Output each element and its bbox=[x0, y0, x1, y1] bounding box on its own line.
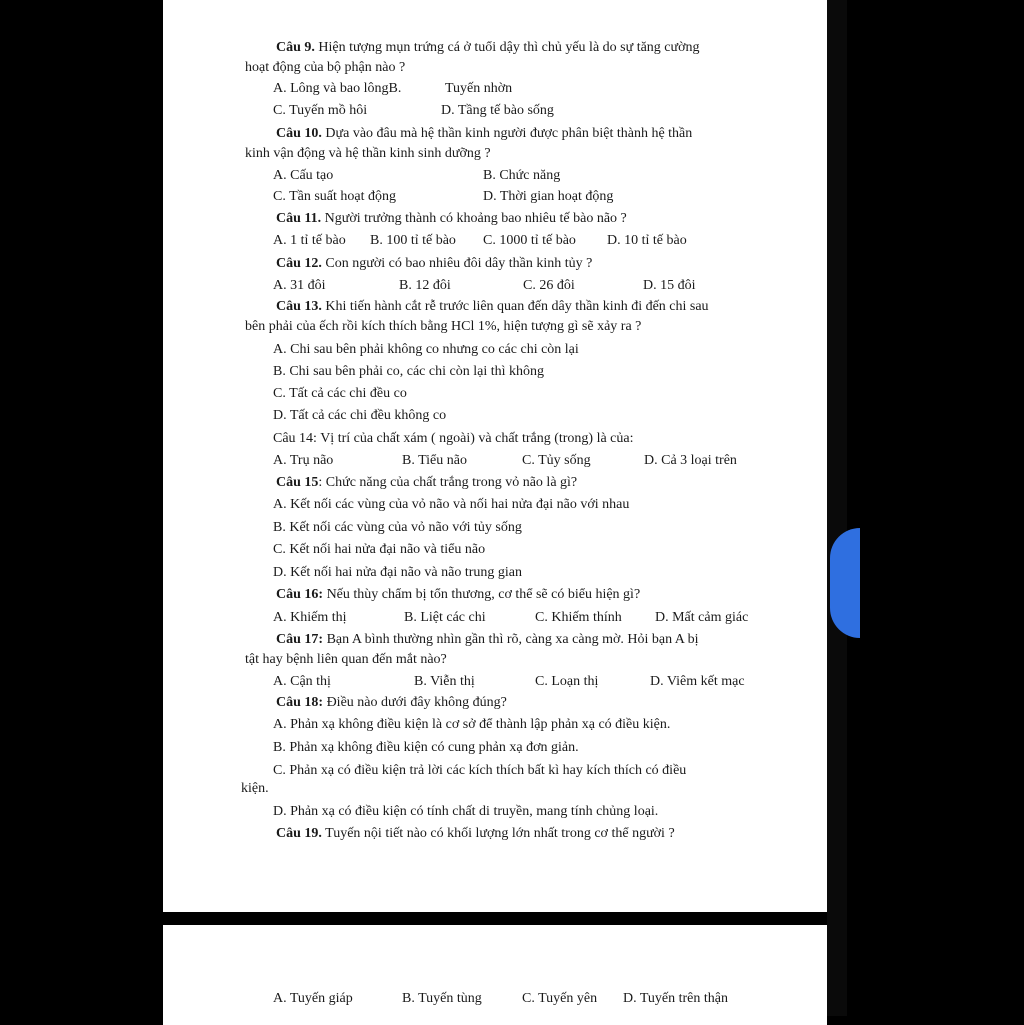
question-10-cont: kinh vận động và hệ thần kinh sinh dưỡng ? bbox=[245, 146, 491, 161]
q9-option-a: A. Lông và bao lôngB. bbox=[273, 81, 402, 96]
q10-option-a: A. Cấu tạo bbox=[273, 168, 334, 183]
q14-option-c: C. Tủy sống bbox=[522, 453, 591, 468]
q19-option-a: A. Tuyến giáp bbox=[273, 991, 353, 1006]
q15-option-a: A. Kết nối các vùng của vỏ não và nối hai nửa đại não với nhau bbox=[273, 497, 630, 512]
q14-option-b: B. Tiểu não bbox=[402, 453, 467, 468]
q11-option-d: D. 10 tỉ tế bào bbox=[607, 233, 687, 248]
q16-option-d: D. Mất cảm giác bbox=[655, 610, 749, 625]
q19-option-c: C. Tuyến yên bbox=[522, 991, 598, 1006]
q19-option-b: B. Tuyến tùng bbox=[402, 991, 482, 1006]
q15-option-c: C. Kết nối hai nửa đại não và tiểu não bbox=[273, 542, 486, 557]
q9-option-c: C. Tuyến mồ hôi bbox=[273, 103, 368, 118]
q9-option-d: D. Tầng tế bào sống bbox=[441, 103, 554, 118]
question-17: Câu 17: Bạn A bình thường nhìn gần thì rõ, càng xa càng mờ. Hỏi bạn A bị bbox=[276, 632, 699, 647]
q18-option-c: C. Phản xạ có điều kiện trả lời các kích thích bất kì hay kích thích có điều bbox=[273, 763, 687, 778]
q18-option-c-cont: kiện. bbox=[241, 781, 269, 796]
q15-option-b: B. Kết nối các vùng của vỏ não với tủy sống bbox=[273, 520, 522, 535]
q12-option-a: A. 31 đôi bbox=[273, 278, 326, 293]
q12-option-c: C. 26 đôi bbox=[523, 278, 575, 293]
q10-option-d: D. Thời gian hoạt động bbox=[483, 189, 614, 204]
scroll-handle[interactable] bbox=[830, 528, 860, 638]
question-13-cont: bên phải của ếch rồi kích thích bằng HCl 1%, hiện tượng gì sẽ xảy ra ? bbox=[245, 319, 642, 334]
q13-option-b: B. Chi sau bên phải co, các chi còn lại thì không bbox=[273, 364, 544, 379]
q13-option-c: C. Tất cả các chi đều co bbox=[273, 386, 407, 401]
q16-option-a: A. Khiếm thị bbox=[273, 610, 347, 625]
viewer-edge bbox=[827, 0, 847, 1016]
q10-option-c: C. Tần suất hoạt động bbox=[273, 189, 397, 204]
q17-option-c: C. Loạn thị bbox=[535, 674, 599, 689]
q17-option-d: D. Viêm kết mạc bbox=[650, 674, 745, 689]
q15-option-d: D. Kết nối hai nửa đại não và não trung gian bbox=[273, 565, 523, 580]
q14-option-d: D. Cả 3 loại trên bbox=[644, 453, 737, 468]
question-12: Câu 12. Con người có bao nhiêu đôi dây thần kinh tủy ? bbox=[276, 256, 593, 271]
q17-option-a: A. Cận thị bbox=[273, 674, 331, 689]
question-9: Câu 9. Hiện tượng mụn trứng cá ở tuổi dậy thì chủ yếu là do sự tăng cường bbox=[276, 40, 700, 55]
q13-option-d: D. Tất cả các chi đều không co bbox=[273, 408, 447, 423]
q12-option-d: D. 15 đôi bbox=[643, 278, 696, 293]
q10-option-b: B. Chức năng bbox=[483, 168, 561, 183]
question-9-cont: hoạt động của bộ phận nào ? bbox=[245, 60, 406, 75]
q11-option-c: C. 1000 tỉ tế bào bbox=[483, 233, 576, 248]
document-page-1 bbox=[163, 0, 827, 912]
question-16: Câu 16: Nếu thùy chẩm bị tổn thương, cơ thể sẽ có biểu hiện gì? bbox=[276, 587, 641, 602]
question-10: Câu 10. Dựa vào đâu mà hệ thần kinh người được phân biệt thành hệ thần bbox=[276, 126, 693, 141]
q14-option-a: A. Trụ não bbox=[273, 453, 334, 468]
q12-option-b: B. 12 đôi bbox=[399, 278, 451, 293]
question-19: Câu 19. Tuyến nội tiết nào có khối lượng lớn nhất trong cơ thể người ? bbox=[276, 826, 675, 841]
q18-option-d: D. Phản xạ có điều kiện có tính chất di truyền, mang tính chủng loại. bbox=[273, 804, 659, 819]
q19-option-d: D. Tuyến trên thận bbox=[623, 991, 728, 1006]
question-11: Câu 11. Người trưởng thành có khoảng bao nhiêu tế bào não ? bbox=[276, 211, 627, 226]
q9-option-b: Tuyến nhờn bbox=[445, 81, 513, 96]
question-14: Câu 14: Vị trí của chất xám ( ngoài) và chất trắng (trong) là của: bbox=[273, 431, 634, 446]
q13-option-a: A. Chi sau bên phải không co nhưng co các chi còn lại bbox=[273, 342, 579, 357]
q18-option-b: B. Phản xạ không điều kiện có cung phản xạ đơn giản. bbox=[273, 740, 579, 755]
question-18: Câu 18: Điều nào dưới đây không đúng? bbox=[276, 695, 507, 710]
q16-option-b: B. Liệt các chi bbox=[404, 610, 486, 625]
question-17-cont: tật hay bệnh liên quan đến mắt nào? bbox=[245, 652, 447, 667]
q17-option-b: B. Viễn thị bbox=[414, 674, 475, 689]
q16-option-c: C. Khiếm thính bbox=[535, 610, 622, 625]
q18-option-a: A. Phản xạ không điều kiện là cơ sở để thành lập phản xạ có điều kiện. bbox=[273, 717, 671, 732]
q11-option-a: A. 1 tỉ tế bào bbox=[273, 233, 346, 248]
q11-option-b: B. 100 tỉ tế bào bbox=[370, 233, 456, 248]
question-13: Câu 13. Khi tiến hành cắt rễ trước liên quan đến dây thần kinh đi đến chi sau bbox=[276, 299, 709, 314]
question-15: Câu 15: Chức năng của chất trắng trong vỏ não là gì? bbox=[276, 475, 578, 490]
document-page-2 bbox=[163, 925, 827, 1025]
